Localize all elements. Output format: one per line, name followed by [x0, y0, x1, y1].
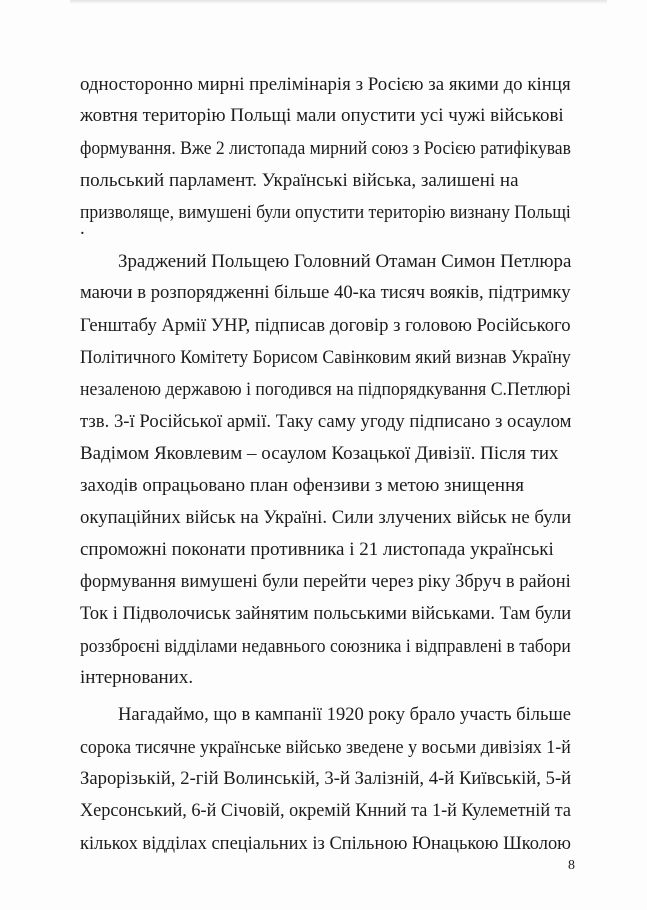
text-line: маючи в розпорядженні більше 40-ка тисяч вояків, підтримку [80, 282, 571, 304]
text-line: Херсонський, 6-й Січовій, окремій Кнний та 1-й Кулеметній та [80, 800, 571, 822]
scan-edge-shadow [70, 0, 607, 4]
text-line: незаленою державою і погодився на підпорядкування С.Петлюрі [80, 379, 571, 401]
text-line: формування. Вже 2 листопада мирний союз з Росією ратифікував [80, 137, 571, 159]
paragraph-first-line: Нагадаймо, що в кампанії 1920 року брало участь більше [118, 704, 572, 726]
text-line: заходів опрацьовано план офензиви з метою знищення [80, 475, 525, 497]
text-line: формування вимушені були перейти через ріку Збруч в районі [80, 571, 571, 593]
text-line: тзв. 3-ї Російської армії. Таку саму угоду підписано з осаулом [80, 410, 572, 432]
text-line: Ток і Підволочиськ зайнятим польськими військами. Там були [80, 603, 572, 625]
text-line: Зарорізькій, 2-гій Волинській, 3-й Залізній, 4-й Київській, 5-й [80, 768, 572, 790]
text-line: польський парламент. Українські війська, залишені на [80, 169, 519, 191]
text-line: односторонно мирні прелімінарія з Росією за якими до кінця [80, 74, 571, 95]
text-line: кількох відділах спеціальних із Спільною Юнацькою Школою [80, 832, 571, 854]
paragraph-first-line: Зраджений Польщею Головний Отаман Симон Петлюра [118, 251, 572, 273]
page-number: 8 [568, 858, 575, 873]
text-line: роззброєні відділами недавнього союзника і відправлені в табори [80, 635, 571, 657]
text-line: сорока тисячне українське військо зведене у восьми дивізіях 1-й [80, 736, 571, 758]
text-line: Генштабу Армії УНР, підписав договір з головою Російського [80, 314, 571, 336]
text-line: спроможні поконати противника і 21 листопада українські [80, 538, 554, 560]
text-line: призволяще, вимушені були опустити територію визнану Польщі [80, 202, 571, 224]
text-line: . [80, 217, 85, 239]
text-line: інтернованих. [80, 666, 194, 688]
text-line: Політичного Комітету Борисом Савінковим який визнав Україну [80, 346, 571, 368]
text-line: Вадімом Яковлевим – осаулом Козацької Дивізії. Після тих [80, 442, 559, 464]
text-line: окупаційних військ на Україні. Сили злучених військ не були [80, 507, 572, 529]
text-line: жовтня територію Польщі мали опустити усі чужі військові [80, 105, 564, 127]
